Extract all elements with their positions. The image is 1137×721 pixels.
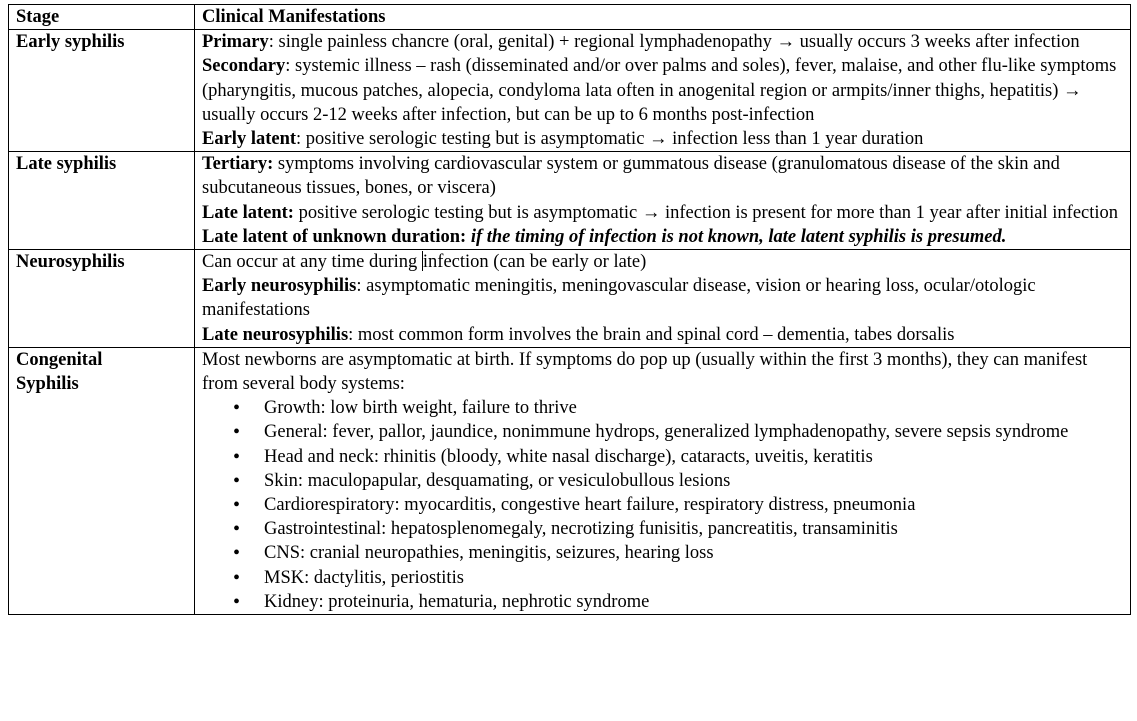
manifestations-cell: [195, 347, 1131, 614]
manifestations-cell: [195, 30, 1131, 152]
table-row: [9, 152, 1131, 250]
header-stage: Stage: [9, 5, 195, 30]
item-early-latent: Early latent: positive serologic testing but is asymptomatic → infection less than 1 year duration: [202, 129, 924, 150]
item-secondary: Secondary: systemic illness – rash (disseminated and/or over palms and soles), fever, malaise, and other flu-like symptoms (pharyngitis, mucous patches, alopecia, condyloma lata often in anogenital region or armpits/inner thighs, hepatitis) → usually occurs 2-12 weeks after infection, but can be up to 6 months post-infection: [202, 56, 1117, 125]
list-item: • CNS: cranial neuropathies, meningitis, seizures, hearing loss: [264, 541, 1123, 565]
neuro-intro: Can occur at any time during infection (can be early or late): [202, 252, 647, 273]
syphilis-stages-table: [8, 4, 1131, 615]
item-primary: Primary: single painless chancre (oral, genital) + regional lymphadenopathy → usually occurs 3 weeks after infection: [202, 32, 1080, 53]
manifestations-cell: [195, 152, 1131, 250]
table-row: [9, 30, 1131, 152]
list-item: • Skin: maculopapular, desquamating, or vesiculobullous lesions: [264, 469, 1123, 493]
item-late-latent-unknown: Late latent of unknown duration: if the timing of infection is not known, late latent syphilis is presumed.: [202, 226, 1007, 247]
stage-cell: Early syphilis: [9, 30, 195, 152]
list-item: • Gastrointestinal: hepatosplenomegaly, necrotizing funisitis, pancreatitis, transaminitis: [264, 517, 1123, 541]
list-item: • General: fever, pallor, jaundice, nonimmune hydrops, generalized lymphadenopathy, severe sepsis syndrome: [264, 420, 1123, 444]
list-item: • Cardiorespiratory: myocarditis, congestive heart failure, respiratory distress, pneumonia: [264, 493, 1123, 517]
list-item: • Growth: low birth weight, failure to thrive: [264, 396, 1123, 420]
item-tertiary: Tertiary: symptoms involving cardiovascular system or gummatous disease (granulomatous disease of the skin and subcutaneous tissues, bones, or viscera): [202, 154, 1060, 199]
item-late-latent: Late latent: positive serologic testing but is asymptomatic → infection is present for more than 1 year after initial infection: [202, 202, 1119, 223]
table-header-row: [9, 5, 1131, 30]
manifestations-cell: [195, 250, 1131, 348]
congenital-intro: Most newborns are asymptomatic at birth. If symptoms do pop up (usually within the first 3 months), they can manifest from several body systems:: [202, 349, 1088, 395]
table-row: [9, 347, 1131, 614]
list-item: • Kidney: proteinuria, hematuria, nephrotic syndrome: [264, 590, 1123, 614]
table-row: [9, 250, 1131, 348]
item-early-neuro: Early neurosyphilis: asymptomatic meningitis, meningovascular disease, vision or hearing loss, ocular/otologic manifestations: [202, 276, 1036, 321]
list-item: • MSK: dactylitis, periostitis: [264, 566, 1123, 590]
stage-cell: Late syphilis: [9, 152, 195, 250]
stage-cell: Neurosyphilis: [9, 250, 195, 348]
item-late-neuro: Late neurosyphilis: most common form involves the brain and spinal cord – dementia, tabes dorsalis: [202, 324, 955, 345]
stage-cell: Congenital Syphilis: [9, 347, 195, 614]
header-manifestations: Clinical Manifestations: [195, 5, 1131, 30]
list-item: • Head and neck: rhinitis (bloody, white nasal discharge), cataracts, uveitis, keratitis: [264, 445, 1123, 469]
body-systems-list: [202, 396, 1123, 614]
